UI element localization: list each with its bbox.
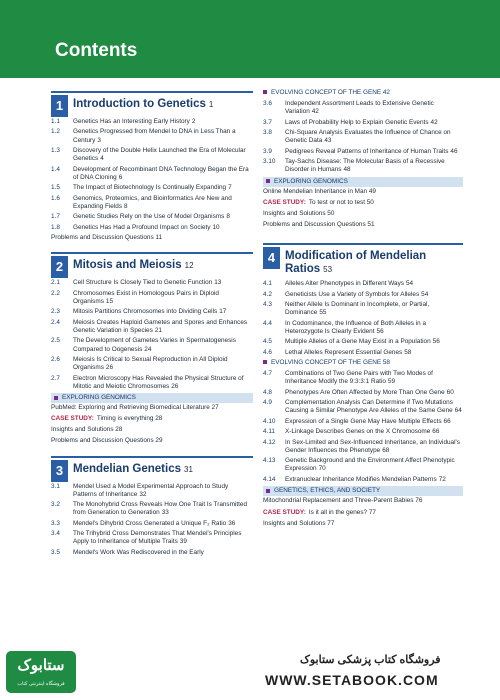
section-number: 2.7 [51, 374, 60, 382]
page-number: 46 [450, 147, 458, 155]
section-number: 3.3 [51, 519, 60, 527]
page-number: 24 [144, 345, 152, 353]
page-number: 43 [324, 137, 332, 145]
toc-entry[interactable] [51, 195, 253, 211]
header-band [0, 0, 500, 78]
section-number: 2.3 [51, 308, 60, 316]
insights-link[interactable]: Insights and Solutions 77 [263, 519, 335, 527]
section-number: 4.10 [263, 417, 276, 425]
section-number: 1.4 [51, 165, 60, 173]
section-title: Genetics Has an Interesting Early History 2 [73, 118, 196, 125]
section-title: Independent Assortment Leads to Extensive Genetic Variation 42 [285, 100, 434, 116]
square-icon [263, 90, 267, 94]
evolving-concept-label[interactable]: EVOLVING CONCEPT OF THE GENE 58 [263, 359, 463, 367]
section-number: 3.1 [51, 482, 60, 490]
section-title: Pedigrees Reveal Patterns of Inheritance of Human Traits 46 [285, 147, 458, 155]
toc-entry[interactable] [263, 158, 463, 174]
section-title: Geneticists Use a Variety of Symbols for Alleles 54 [285, 290, 429, 298]
insights-link[interactable]: Insights and Solutions 50 [263, 209, 335, 217]
toc-entry[interactable] [263, 389, 463, 397]
toc-entry[interactable] [51, 290, 253, 306]
page-number: 4 [100, 155, 104, 163]
page-title: Contents [55, 40, 138, 61]
section-title: In Sex-Limited and Sex-Influenced Inheritance, an Individual's Gender Influences the Phenotype 68 [285, 438, 460, 454]
toc-entry[interactable] [263, 119, 463, 127]
toc-entry[interactable] [51, 501, 253, 517]
toc-entry[interactable] [51, 118, 253, 126]
case-study[interactable]: CASE STUDY: Timing is everything 28 [51, 415, 163, 423]
section-title: Chi-Square Analysis Evaluates the Influence of Chance on Genetic Data 43 [285, 129, 451, 145]
page-number: 56 [432, 338, 440, 346]
chapter-title: Introduction to Genetics 1 [73, 98, 214, 110]
square-icon [266, 489, 270, 493]
section-title: Complementation Analysis Can Determine if Two Mutations Causing a Similar Phenotype Are Alleles of the Same Gene 64 [285, 399, 462, 415]
section-number: 1.2 [51, 128, 60, 136]
section-number: 3.2 [51, 501, 60, 509]
page-number: 32 [139, 490, 147, 498]
toc-entry[interactable] [51, 356, 253, 372]
chapter-1 [51, 91, 253, 242]
page-number: 2 [191, 118, 196, 125]
chapter-heading[interactable] [263, 243, 463, 277]
section-title: Lethal Alleles Represent Essential Genes 58 [285, 348, 412, 356]
page-number: 42 [311, 108, 319, 116]
page-number: 7 [228, 184, 232, 192]
section-title: Genetic Studies Rely on the Use of Model Organisms 8 [73, 213, 230, 221]
problems-link[interactable]: Problems and Discussion Questions 11 [51, 234, 163, 242]
section-title: Discovery of the Double Helix Launched the Era of Molecular Genetics 4 [73, 147, 246, 163]
chapter-3 [51, 456, 253, 557]
section-title: The Monohybrid Cross Reveals How One Trait Is Transmitted from Generation to Generation 33 [73, 501, 248, 517]
chapter-number: 3 [51, 460, 68, 482]
evolving-concept-label[interactable]: EVOLVING CONCEPT OF THE GENE 42 [263, 89, 463, 97]
section-title: Cell Structure Is Closely Tied to Genetic Function 13 [73, 279, 222, 287]
page-number: 66 [432, 428, 440, 436]
section-title: Laws of Probability Help to Explain Genetic Events 42 [285, 118, 438, 126]
section-number: 2.5 [51, 337, 60, 345]
page-number: 54 [406, 280, 414, 288]
toc-entry[interactable] [51, 375, 253, 391]
section-number: 4.5 [263, 338, 272, 346]
section-number: 4.3 [263, 301, 272, 309]
toc-entry[interactable] [263, 338, 463, 346]
toc-entry[interactable] [51, 549, 253, 557]
toc-entry[interactable] [263, 280, 463, 288]
page-number: 21 [154, 326, 162, 334]
toc-entry[interactable] [51, 319, 253, 335]
section-title: Meiosis Creates Haploid Gametes and Spores and Enhances Genetic Variation in Species 21 [73, 318, 248, 334]
case-study[interactable]: CASE STUDY: Is it all in the genes? 77 [263, 508, 376, 516]
page-number: 56 [376, 327, 384, 335]
toc-entry[interactable] [263, 320, 463, 336]
toc-entry[interactable] [51, 166, 253, 182]
toc-entry[interactable] [263, 428, 463, 436]
section-number: 1.6 [51, 194, 60, 202]
toc-entry[interactable] [51, 279, 253, 287]
case-study[interactable]: CASE STUDY: To test or not to test 50 [263, 198, 374, 206]
section-title: Electron Microscopy Has Revealed the Physical Structure of Mitotic and Meiotic Chromosomes 26 [73, 374, 244, 390]
section-title: Mitosis Partitions Chromosomes into Dividing Cells 17 [73, 308, 227, 316]
chapter-title: Mitosis and Meiosis 12 [73, 259, 194, 272]
chapter-title: Mendelian Genetics 31 [73, 462, 193, 475]
toc-entry[interactable] [263, 100, 463, 116]
setabook-logo: ستابوک فروشگاه اینترنتی کتاب [6, 651, 76, 693]
section-number: 3.8 [263, 129, 272, 137]
page-number: 72 [438, 475, 446, 483]
store-url: WWW.SETABOOK.COM [265, 672, 439, 688]
section-title: Mendel's Dihybrid Cross Generated a Unique F₂ Ratio 36 [73, 519, 236, 527]
page-number: 15 [105, 297, 114, 305]
section-number: 4.11 [263, 428, 275, 436]
toc-entry[interactable] [263, 457, 463, 473]
toc-entry[interactable] [51, 308, 253, 316]
section-number: 3.6 [263, 100, 272, 107]
section-title: Multiple Alleles of a Gene May Exist in a Population 56 [285, 338, 440, 346]
section-title: Genetics Has Had a Profound Impact on Society 10 [73, 223, 220, 231]
section-number: 4.14 [263, 475, 276, 483]
chapter-2 [51, 252, 253, 445]
section-number: 3.9 [263, 147, 272, 155]
section-title: Phenotypes Are Often Affected by More Than One Gene 60 [285, 388, 454, 396]
page-number: 3 [97, 136, 101, 144]
toc-entry[interactable] [263, 439, 463, 455]
section-number: 4.2 [263, 290, 272, 298]
page-number: 54 [421, 290, 429, 298]
section-number: 3.10 [263, 158, 276, 166]
section-title: In Codominance, the Influence of Both Alleles in a Heterozygote Is Clearly Evident 56 [285, 319, 427, 335]
section-title: The Impact of Biotechnology Is Continually Expanding 7 [73, 184, 232, 192]
section-number: 1.5 [51, 184, 60, 192]
page-number: 48 [343, 166, 351, 174]
section-title: Expression of a Single Gene May Have Multiple Effects 66 [285, 417, 451, 425]
chapter-heading[interactable] [51, 456, 253, 480]
toc-entry[interactable] [51, 483, 253, 499]
section-number: 1.8 [51, 223, 60, 231]
toc-entry[interactable] [51, 224, 253, 232]
toc-entry[interactable] [51, 520, 253, 528]
section-title: Genetic Background and the Environment Affect Phenotypic Expression 70 [285, 457, 455, 473]
page-number: 8 [226, 213, 230, 221]
section-number: 4.13 [263, 457, 276, 465]
toc-entry[interactable] [51, 128, 253, 144]
toc-entry[interactable] [51, 184, 253, 192]
chapter-title: Modification of Mendelian Ratios 53 [285, 250, 427, 276]
section-number: 4.7 [263, 370, 272, 378]
section-number: 2.4 [51, 318, 60, 326]
section-title: Mendel's Work Was Rediscovered in the Early [73, 548, 204, 556]
toc-entry[interactable] [263, 148, 463, 156]
toc-entry[interactable] [263, 349, 463, 357]
square-icon [266, 179, 270, 183]
page-number: 13 [214, 279, 222, 287]
section-number: 3.4 [51, 530, 60, 538]
toc-entry[interactable] [263, 301, 463, 317]
toc-entry[interactable] [51, 147, 253, 163]
toc-entry[interactable] [263, 291, 463, 299]
section-number: 3.7 [263, 118, 272, 126]
section-title: X-Linkage Describes Genes on the X Chromosome 66 [285, 428, 440, 436]
toc-entry[interactable] [263, 399, 463, 415]
section-title: Mendel Used a Model Experimental Approach to Study Patterns of Inheritance 32 [73, 482, 229, 498]
page-number: 64 [454, 407, 462, 415]
chapter-number: 2 [51, 256, 68, 278]
section-title: Meiosis Is Critical to Sexual Reproduction in All Diploid Organisms 26 [73, 356, 228, 372]
section-number: 4.6 [263, 348, 272, 356]
page-number: 58 [404, 348, 412, 356]
page-number: 66 [443, 417, 451, 425]
square-icon [54, 396, 58, 400]
section-number: 4.1 [263, 280, 272, 288]
page-number: 39 [179, 538, 187, 546]
section-number: 1.3 [51, 147, 60, 155]
section-title: Extranuclear Inheritance Modifies Mendelian Patterns 72 [285, 475, 446, 483]
section-number: 1.1 [51, 118, 60, 125]
section-title: Genetics Progressed from Mendel to DNA in Less Than a Century 3 [73, 128, 236, 144]
footer-watermark [0, 645, 500, 700]
page-number: 17 [219, 308, 227, 316]
section-title: The Trihybrid Cross Demonstrates That Mendel's Principles Apply to Inheritance of Multiple Traits 39 [73, 530, 242, 546]
left-column [51, 91, 253, 567]
page-number: 6 [118, 173, 123, 181]
section-title: Alleles Alter Phenotypes in Different Ways 54 [285, 280, 414, 288]
chapter-4 [263, 243, 463, 528]
section-number: 4.9 [263, 399, 272, 407]
section-title: Combinations of Two Gene Pairs with Two Modes of Inheritance Modify the 9:3:3:1 Ratio 59 [285, 370, 433, 386]
page-number: 59 [387, 378, 395, 386]
box-entry[interactable]: Mitochondrial Replacement and Three-Parent Babies 76 [263, 497, 423, 505]
section-title: Tay-Sachs Disease: The Molecular Basis of a Recessive Disorder in Humans 48 [285, 158, 445, 174]
page-number: 42 [430, 118, 438, 126]
problems-link[interactable]: Problems and Discussion Questions 51 [263, 220, 375, 228]
section-number: 2.6 [51, 356, 60, 364]
box-entry[interactable]: PubMed: Exploring and Retrieving Biomedical Literature 27 [51, 404, 219, 412]
toc-entry[interactable] [263, 370, 463, 386]
square-icon [263, 360, 267, 364]
page-number: 10 [212, 223, 220, 231]
page-number: 68 [382, 446, 390, 454]
section-title: The Development of Gametes Varies in Spermatogenesis Compared to Oogenesis 24 [73, 337, 236, 353]
ethics-society-box: GENETICS, ETHICS, AND SOCIETY [263, 486, 463, 496]
section-title: Chromosomes Exist in Homologous Pairs in Diploid Organisms 15 [73, 289, 219, 305]
page-number: 33 [161, 509, 169, 517]
page-number: 70 [318, 465, 326, 473]
toc-entry[interactable] [263, 476, 463, 484]
page-number: 60 [446, 388, 454, 396]
page-number: 26 [171, 382, 179, 390]
chapter-number: 1 [51, 95, 68, 117]
page-number: 8 [124, 202, 128, 210]
box-entry[interactable]: Online Mendelian Inheritance in Man 49 [263, 187, 376, 195]
section-title: Genomics, Proteomics, and Bioinformatics Are New and Expanding Fields 8 [73, 194, 232, 210]
insights-link[interactable]: Insights and Solutions 28 [51, 426, 123, 434]
section-number: 4.8 [263, 388, 272, 396]
section-number: 2.2 [51, 289, 60, 297]
section-title: Development of Recombinant DNA Technology Began the Era of DNA Cloning 6 [73, 165, 249, 181]
problems-link[interactable]: Problems and Discussion Questions 29 [51, 437, 163, 445]
section-number: 3.5 [51, 548, 60, 556]
section-number: 4.12 [263, 438, 276, 446]
exploring-genomics-box: EXPLORING GENOMICS [51, 393, 253, 403]
toc-entry[interactable] [263, 418, 463, 426]
toc-entry[interactable] [51, 213, 253, 221]
right-column [263, 87, 463, 538]
exploring-genomics-box: EXPLORING GENOMICS [263, 177, 463, 187]
chapter-number: 4 [263, 247, 280, 269]
chapter-heading[interactable] [51, 91, 253, 115]
page-number: 26 [105, 364, 114, 372]
section-number: 1.7 [51, 213, 60, 221]
section-number: 2.1 [51, 279, 60, 287]
section-number: 4.4 [263, 319, 272, 327]
chapter-heading[interactable] [51, 252, 253, 276]
toc-entry[interactable] [263, 129, 463, 145]
page-number: 55 [319, 309, 327, 317]
toc-entry[interactable] [51, 337, 253, 353]
page-number: 36 [228, 519, 236, 527]
store-name: فروشگاه کتاب پزشکی ستابوک [300, 654, 441, 666]
toc-entry[interactable] [51, 530, 253, 546]
section-title: Neither Allele Is Dominant in Incomplete, or Partial, Dominance 55 [285, 301, 430, 317]
